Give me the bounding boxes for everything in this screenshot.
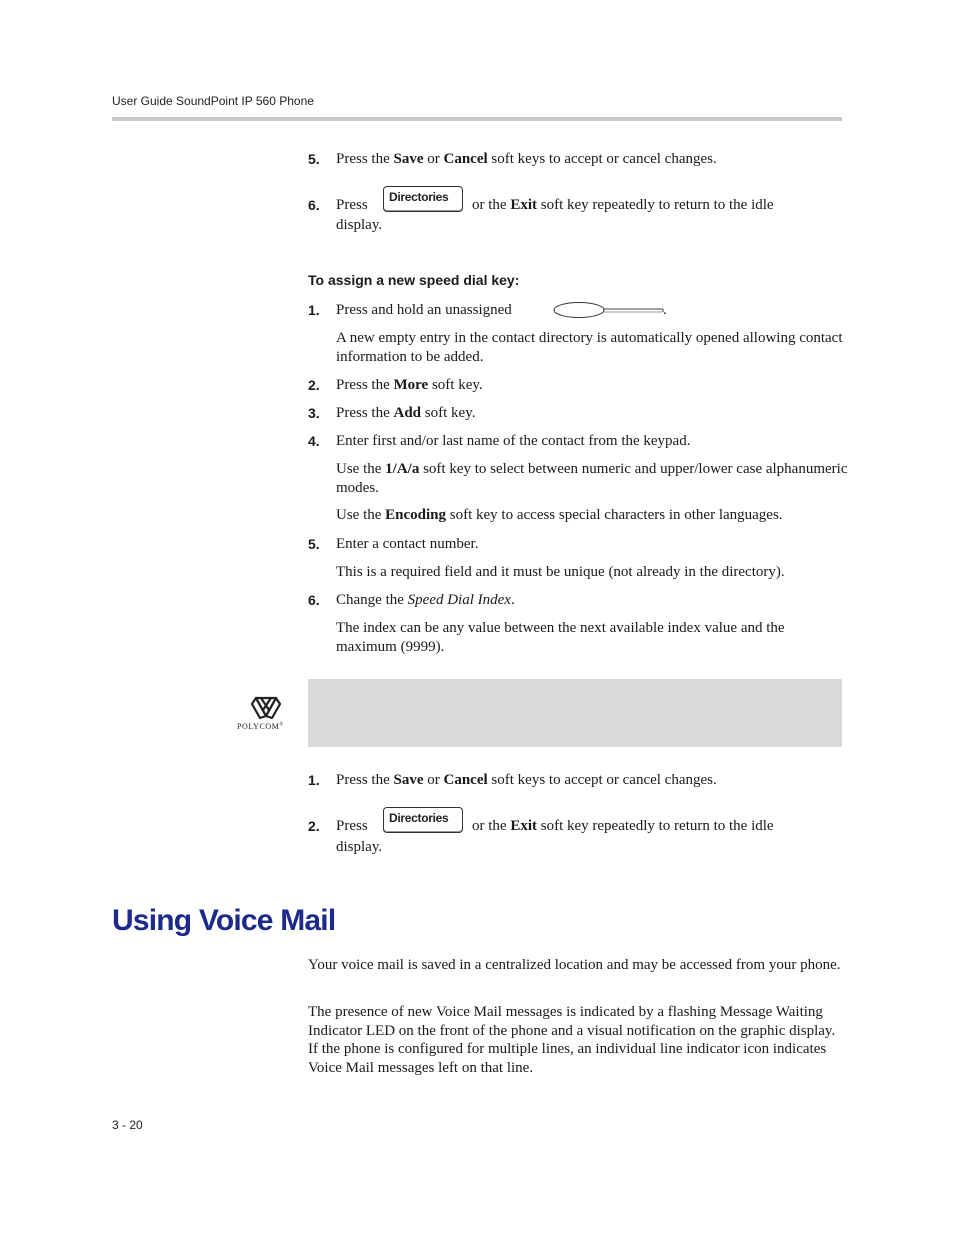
proc-step-4-note-1: Use the 1/A/a soft key to select between numeric and upper/lower case alphanumeric modes. bbox=[336, 461, 848, 496]
procedure-heading: To assign a new speed dial key: bbox=[308, 272, 520, 288]
proc-step-5-note: This is a required field and it must be unique (not already in the directory). bbox=[336, 564, 785, 580]
step-number: 1. bbox=[308, 772, 320, 788]
line-key-icon bbox=[553, 301, 665, 319]
polycom-logo-text: POLYCOM® bbox=[237, 722, 284, 731]
section-title: Using Voice Mail bbox=[112, 904, 336, 937]
header-rule bbox=[112, 117, 842, 121]
proc-step-4-note-2: Use the Encoding soft key to access special characters in other languages. bbox=[336, 507, 783, 523]
proc-step-1-note: A new empty entry in the contact directory is automatically opened allowing contact information to be added. bbox=[336, 330, 843, 365]
section-paragraph-2: The presence of new Voice Mail messages is indicated by a flashing Message Waiting Indicator LED on the front of the phone and a visual notification on the graphic display. If the phone is configured for multiple lines, an individual line indicator icon indicates Voice Mail messages left on that line. bbox=[308, 1004, 836, 1076]
directories-key-icon: Directories bbox=[383, 807, 463, 833]
step-number: 5. bbox=[308, 151, 320, 167]
header-title: User Guide SoundPoint IP 560 Phone bbox=[112, 94, 314, 108]
directories-key-icon: Directories bbox=[383, 186, 463, 212]
page-number: 3 - 20 bbox=[112, 1118, 143, 1132]
proc-step-6-note: The index can be any value between the next available index value and the maximum (9999). bbox=[336, 620, 785, 655]
note-box bbox=[308, 679, 842, 747]
step-number: 2. bbox=[308, 818, 320, 834]
step-number: 6. bbox=[308, 197, 320, 213]
section-paragraph-1: Your voice mail is saved in a centralized location and may be accessed from your phone. bbox=[308, 957, 841, 973]
